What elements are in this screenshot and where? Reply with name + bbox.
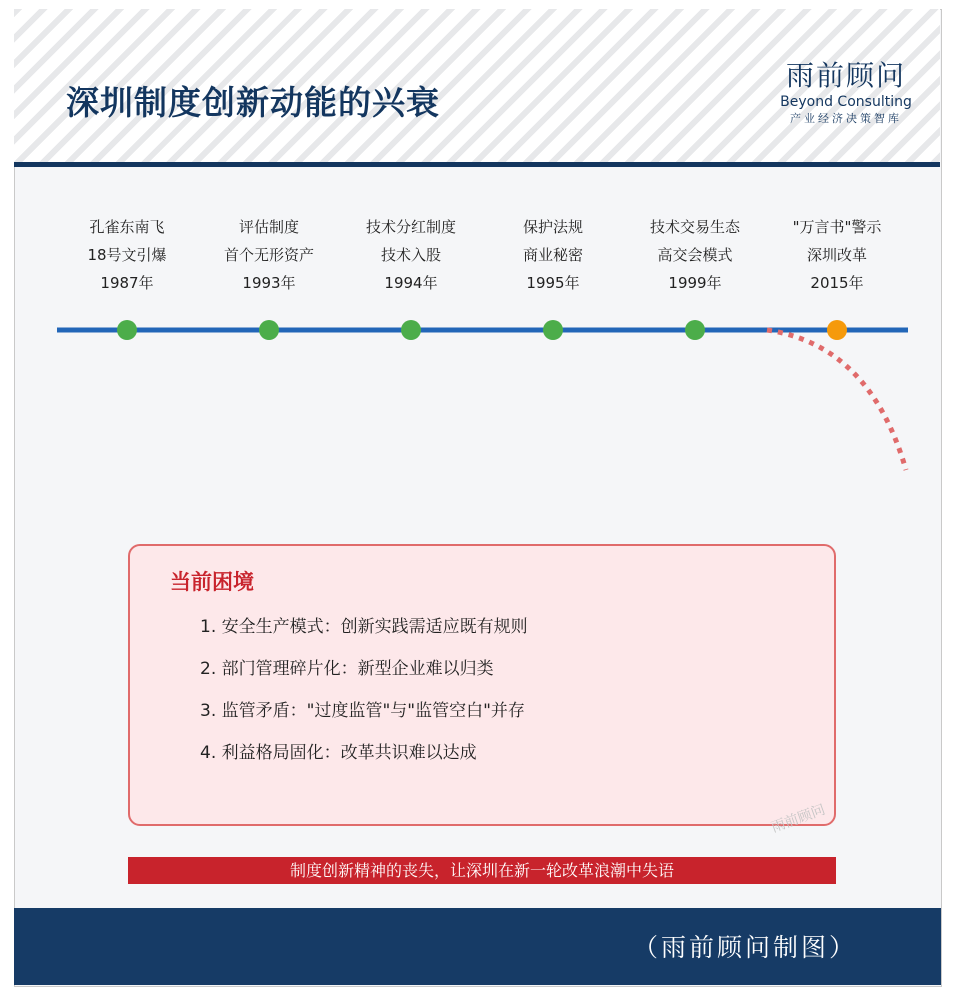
watermark: 雨前顾问 — [769, 801, 828, 837]
decline-trend-curve — [767, 330, 906, 470]
timeline-node-2015 — [827, 320, 847, 340]
dilemma-item: 2. 部门管理碎片化：新型企业难以归类 — [200, 659, 494, 679]
conclusion-banner: 制度创新精神的丧失，让深圳在新一轮改革浪潮中失语 — [128, 857, 836, 884]
footer-bar — [14, 908, 941, 985]
milestone-line1: 保护法规 — [522, 218, 583, 236]
milestone-line1: 技术交易生态 — [649, 218, 740, 236]
milestone-line1: 评估制度 — [238, 218, 299, 236]
milestone-line2: 技术入股 — [380, 246, 441, 264]
timeline-node-1993 — [259, 320, 279, 340]
page-title: 深圳制度创新动能的兴衰 — [66, 83, 440, 122]
dilemma-item: 3. 监管矛盾："过度监管"与"监管空白"并存 — [200, 701, 525, 721]
timeline-node-1994 — [401, 320, 421, 340]
logo-chinese: 雨前顾问 — [785, 59, 906, 92]
dilemma-item: 1. 安全生产模式：创新实践需适应既有规则 — [200, 617, 528, 637]
dilemma-item: 4. 利益格局固化：改革共识难以达成 — [200, 743, 477, 763]
milestone-line2: 商业秘密 — [522, 246, 583, 264]
footer-credit: （雨前顾问制图） — [632, 933, 857, 962]
current-dilemma-panel — [128, 544, 836, 837]
milestone-year: 1994年 — [384, 274, 438, 292]
milestone-line2: 首个无形资产 — [223, 246, 314, 264]
milestone-year: 2015年 — [810, 274, 864, 292]
logo-english: Beyond Consulting — [780, 94, 912, 110]
timeline-node-1999 — [685, 320, 705, 340]
timeline-node-1987 — [117, 320, 137, 340]
milestone-year: 1999年 — [668, 274, 722, 292]
dilemma-title: 当前困境 — [170, 570, 254, 594]
milestone-line2: 高交会模式 — [657, 246, 733, 264]
milestone-year: 1995年 — [526, 274, 580, 292]
logo-tagline: 产业经济决策智库 — [790, 112, 902, 125]
milestone-line1: 技术分红制度 — [365, 218, 456, 236]
milestone-year: 1993年 — [242, 274, 296, 292]
milestone-year: 1987年 — [100, 274, 154, 292]
milestone-line1: "万言书"警示 — [792, 218, 882, 236]
milestone-line1: 孔雀东南飞 — [89, 218, 165, 236]
timeline-node-1995 — [543, 320, 563, 340]
milestone-line2: 18号文引爆 — [87, 246, 167, 264]
milestone-line2: 深圳改革 — [806, 246, 867, 264]
